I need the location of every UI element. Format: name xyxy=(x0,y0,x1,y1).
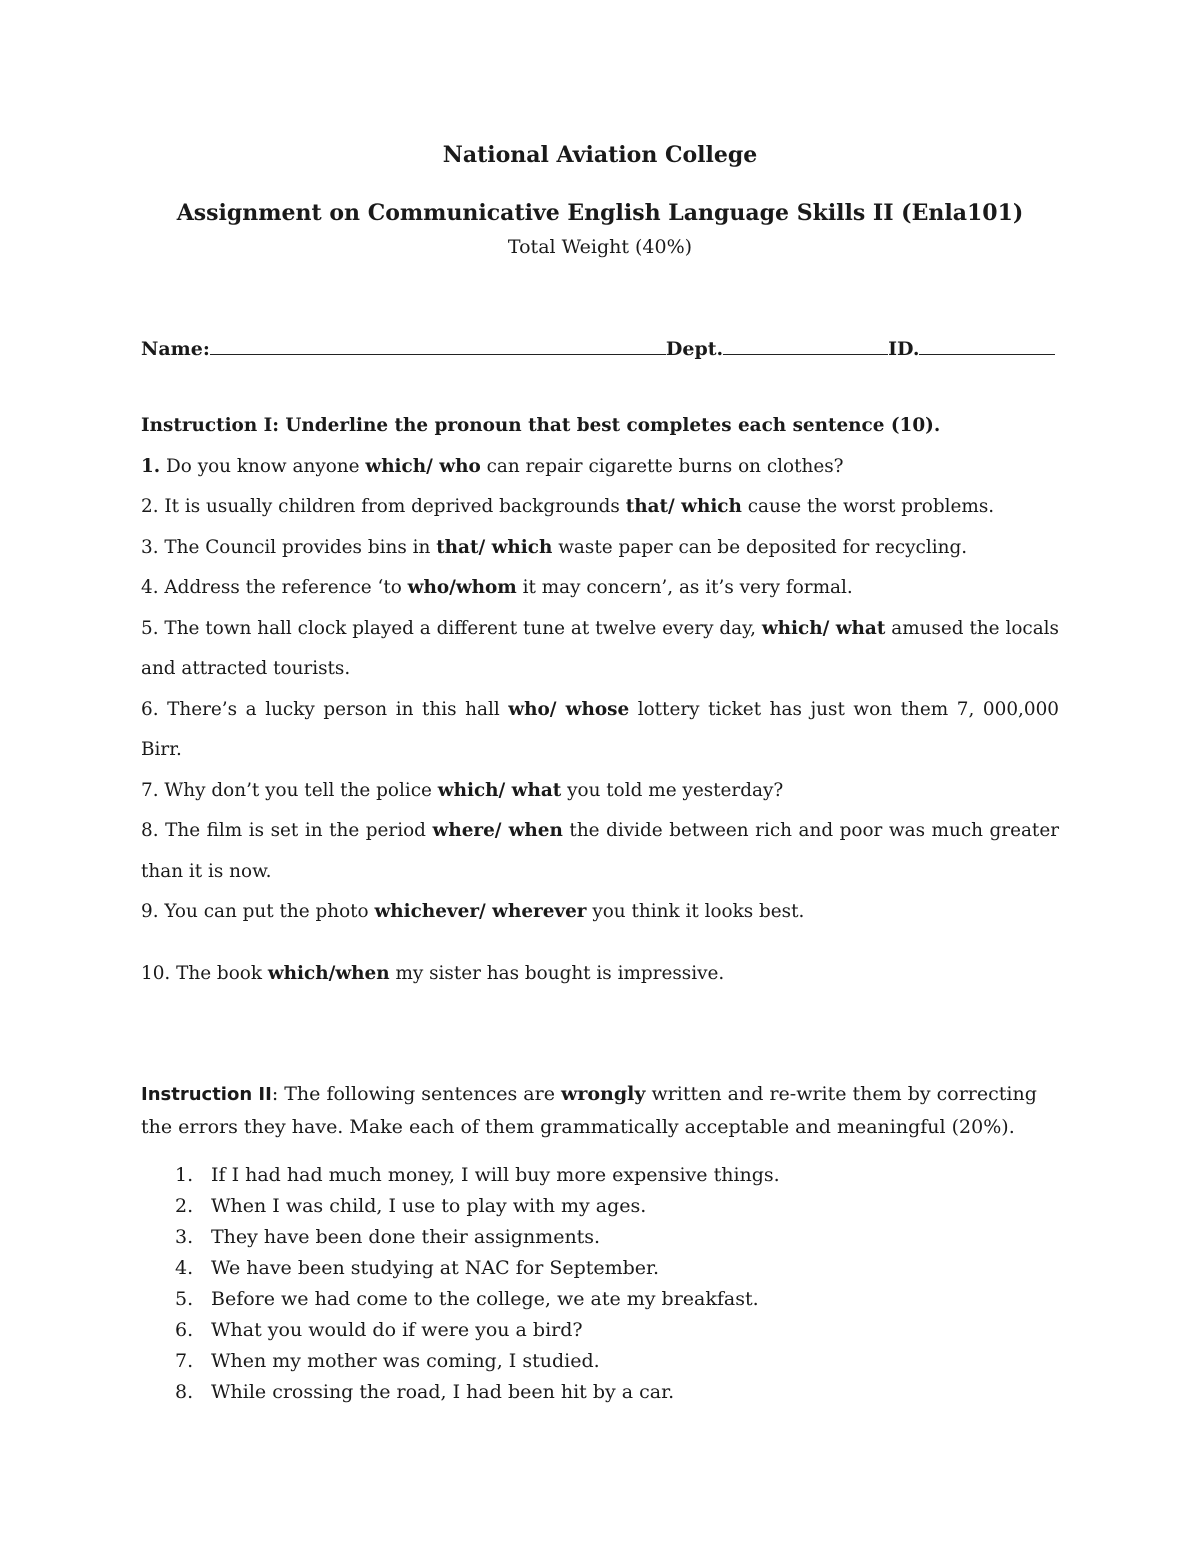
question-6 xyxy=(141,690,1059,771)
question-text: Do you know anyone xyxy=(160,455,366,477)
question-text: my sister has bought is impressive. xyxy=(389,962,725,984)
question-text: It is usually children from deprived backgrounds xyxy=(158,496,626,517)
list-item xyxy=(175,1284,780,1315)
dept-blank[interactable] xyxy=(723,336,888,355)
pronoun-choice[interactable]: which/ who xyxy=(365,455,481,477)
question-text: The film is set in the period xyxy=(158,820,433,841)
instruction-2-intro xyxy=(141,1078,1059,1143)
question-4 xyxy=(141,568,1059,609)
list-number: 8. xyxy=(175,1381,194,1403)
id-label: ID. xyxy=(888,338,920,360)
question-text: You can put the photo xyxy=(158,901,375,922)
list-number: 3. xyxy=(175,1226,194,1248)
dept-label: Dept. xyxy=(665,338,724,360)
page-title: National Aviation College xyxy=(442,142,758,168)
list-item xyxy=(175,1346,780,1377)
question-number: 4. xyxy=(141,577,159,598)
list-number: 2. xyxy=(175,1195,194,1217)
question-8 xyxy=(141,811,1059,892)
instruction-2-text: written and re-write them by correcting the errors they have. Make each of them grammatically acceptable and meaningful (20%). xyxy=(141,1083,1037,1138)
list-number: 7. xyxy=(175,1350,194,1372)
list-item xyxy=(175,1222,780,1253)
instruction-1-title: Instruction I: Underline the pronoun that best completes each sentence (10). xyxy=(141,415,941,436)
pronoun-choice[interactable]: which/ what xyxy=(437,779,562,801)
pronoun-choice[interactable]: which/ what xyxy=(761,617,886,639)
question-5 xyxy=(141,609,1059,690)
question-7 xyxy=(141,771,1059,812)
question-text: The book xyxy=(170,962,268,984)
sentence-text: We have been studying at NAC for September. xyxy=(211,1257,660,1279)
list-item xyxy=(175,1253,780,1284)
question-text: There’s a lucky person in this hall xyxy=(158,698,509,720)
question-number: 9. xyxy=(141,901,159,922)
question-2 xyxy=(141,487,1059,528)
list-item xyxy=(175,1160,780,1191)
question-text: lottery ticket has just won them 7, 000,000 Birr. xyxy=(141,698,1059,760)
pronoun-choice[interactable]: which/when xyxy=(267,962,390,984)
sentence-text: Before we had come to the college, we ate my breakfast. xyxy=(211,1288,759,1310)
total-weight: Total Weight (40%) xyxy=(507,236,693,258)
question-10 xyxy=(141,954,1059,995)
question-number: 7. xyxy=(141,779,159,801)
question-text: the divide between rich and poor was much greater than it is now. xyxy=(141,820,1059,882)
question-number: 3. xyxy=(141,536,159,558)
question-text: The Council provides bins in xyxy=(158,536,437,558)
question-number: 1. xyxy=(141,455,161,477)
question-number: 10. xyxy=(141,962,171,984)
pronoun-choice[interactable]: who/ whose xyxy=(508,698,630,720)
list-number: 6. xyxy=(175,1319,194,1341)
list-item xyxy=(175,1315,780,1346)
question-1 xyxy=(141,447,1059,488)
pronoun-choice[interactable]: whichever/ wherever xyxy=(374,901,587,922)
list-number: 5. xyxy=(175,1288,194,1310)
assignment-subtitle: Assignment on Communicative English Language Skills II (Enla101) xyxy=(176,200,1024,226)
question-text: amused the locals and attracted tourists. xyxy=(141,617,1059,679)
question-text: waste paper can be deposited for recycling. xyxy=(552,536,968,558)
sentence-text: While crossing the road, I had been hit by a car. xyxy=(211,1381,675,1403)
list-number: 4. xyxy=(175,1257,194,1279)
instruction-2-emphasis: wrongly xyxy=(561,1083,646,1105)
question-text: cause the worst problems. xyxy=(741,496,995,517)
sentence-text: What you would do if were you a bird? xyxy=(211,1319,583,1341)
pronoun-choice[interactable]: who/whom xyxy=(407,577,517,598)
pronoun-choice[interactable]: that/ which xyxy=(436,536,553,558)
question-text: can repair cigarette burns on clothes? xyxy=(480,455,844,477)
question-text: you told me yesterday? xyxy=(561,779,784,801)
question-number: 5. xyxy=(141,617,159,639)
pronoun-choice[interactable]: that/ which xyxy=(625,496,742,517)
list-item xyxy=(175,1377,780,1408)
sentence-text: They have been done their assignments. xyxy=(211,1226,601,1248)
instruction-2-text: : The following sentences are xyxy=(271,1083,562,1105)
sentence-text: When my mother was coming, I studied. xyxy=(211,1350,600,1372)
question-text: you think it looks best. xyxy=(586,901,805,922)
list-number: 1. xyxy=(175,1164,194,1186)
instruction-2-list xyxy=(175,1160,780,1408)
instruction-2-label: Instruction II xyxy=(141,1084,272,1105)
pronoun-choice[interactable]: where/ when xyxy=(432,820,563,841)
sentence-text: If I had had much money, I will buy more expensive things. xyxy=(211,1164,780,1186)
question-text: The town hall clock played a different tune at twelve every day, xyxy=(158,617,762,639)
question-text: it may concern’, as it’s very formal. xyxy=(516,577,853,598)
question-9 xyxy=(141,892,1059,933)
list-item xyxy=(175,1191,780,1222)
sentence-text: When I was child, I use to play with my ages. xyxy=(211,1195,647,1217)
question-text: Why don’t you tell the police xyxy=(158,779,438,801)
id-blank[interactable] xyxy=(919,336,1055,355)
name-label: Name: xyxy=(141,338,210,360)
question-text: Address the reference ‘to xyxy=(158,577,408,598)
question-number: 2. xyxy=(141,496,159,517)
question-number: 6. xyxy=(141,698,159,720)
question-number: 8. xyxy=(141,820,159,841)
student-info-row xyxy=(141,336,1055,360)
question-3 xyxy=(141,528,1059,569)
instruction-1-section xyxy=(141,406,1059,994)
name-blank[interactable] xyxy=(210,336,666,355)
